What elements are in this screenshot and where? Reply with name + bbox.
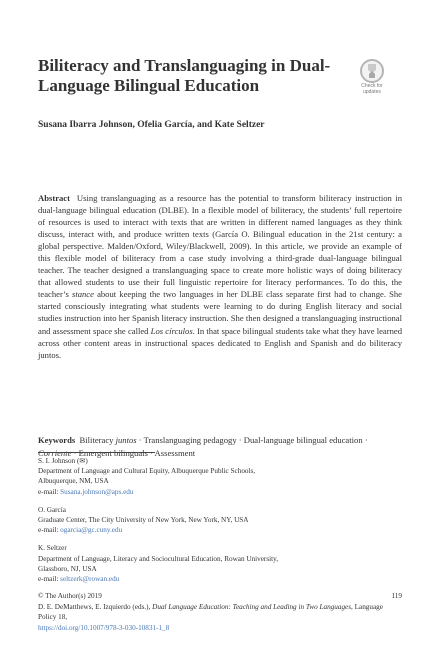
doi-row bbox=[38, 623, 402, 634]
email-link-seltzer[interactable]: seltzerk@rowan.edu bbox=[60, 575, 120, 584]
abstract bbox=[38, 192, 402, 361]
affiliation-line: Department of Language and Cultural Equity, Albuquerque Public Schools, bbox=[38, 467, 256, 476]
citation-editors: D. E. DeMatthews, E. Izquierdo (eds.), bbox=[38, 602, 153, 611]
affiliation-line: Albuquerque, NM, USA bbox=[38, 477, 109, 486]
chapter-title: Biliteracy and Translanguaging in Dual-Language Bilingual Education bbox=[38, 56, 331, 95]
doi-link[interactable]: https://doi.org/10.1007/978-3-030-10831-1_8 bbox=[38, 623, 170, 632]
email-label: e-mail: bbox=[38, 487, 61, 496]
abstract-label: Abstract bbox=[38, 193, 70, 203]
keywords-post: · Emergent bilinguals · Assessment bbox=[71, 447, 196, 458]
abstract-italic-stance: stance bbox=[71, 289, 94, 300]
affiliation-line: Glassboro, NJ, USA bbox=[38, 564, 97, 573]
affiliation-name: O. García bbox=[38, 505, 66, 514]
page-number: 119 bbox=[391, 592, 402, 600]
affiliation-email-row bbox=[38, 574, 402, 584]
author-list: Susana Ibarra Johnson, Ofelia García, and Kate Seltzer bbox=[38, 120, 265, 130]
check-for-updates-badge[interactable] bbox=[357, 59, 387, 95]
check-updates-label bbox=[353, 84, 391, 95]
affiliation-line: Department of Language, Literacy and Sociocultural Education, Rowan University, bbox=[38, 554, 279, 563]
affiliation-line: Graduate Center, The City University of New York, New York, NY, USA bbox=[38, 516, 249, 525]
affiliation-garcia bbox=[38, 505, 402, 536]
check-updates-icon bbox=[360, 59, 384, 83]
email-link-johnson[interactable]: Susana.johnson@aps.edu bbox=[60, 487, 134, 496]
email-link-garcia[interactable]: ogarcia@gc.cuny.edu bbox=[60, 526, 123, 535]
affiliation-email-row bbox=[38, 525, 402, 535]
book-title: Dual Language Education: Teaching and Leading in Two Languages bbox=[152, 602, 352, 611]
badge-line1: Check for bbox=[361, 83, 383, 89]
keywords-mid: · Translanguaging pedagogy · Dual-language bilingual education · bbox=[136, 435, 368, 445]
affiliation-johnson bbox=[38, 456, 402, 497]
abstract-italic-circulos: Los círculos bbox=[150, 325, 193, 336]
copyright: © The Author(s) 2019 bbox=[38, 592, 102, 600]
keywords-label: Keywords bbox=[38, 435, 76, 445]
abstract-text-2: about keeping the two languages in her DLBE class separate first had to change. She started consciously integrating what students were learning to do during English literacy and social studies instruction into her Spanish literacy instruction. She then designed a translanguaging instructional and assessment space she called bbox=[38, 289, 402, 336]
affiliation-name: K. Seltzer bbox=[38, 544, 67, 553]
abstract-text-3: . In that space bilingual students take what they have learned across other content areas in instructional spaces dedicated to English and Spanish and do biliteracy juntos. bbox=[38, 325, 403, 360]
footer-row bbox=[38, 591, 402, 602]
keyword-juntos: juntos bbox=[115, 435, 137, 445]
keyword-corriente: Corriente bbox=[38, 447, 72, 458]
footnote-divider bbox=[38, 452, 155, 453]
email-label: e-mail: bbox=[38, 575, 61, 584]
citation bbox=[38, 602, 402, 623]
keywords-pre: Biliteracy bbox=[79, 435, 116, 445]
affiliation-email-row bbox=[38, 487, 402, 497]
email-label: e-mail: bbox=[38, 526, 61, 535]
affiliations bbox=[38, 456, 402, 592]
affiliation-seltzer bbox=[38, 543, 402, 584]
badge-line2: updates bbox=[363, 88, 381, 95]
affiliation-name: S. I. Johnson (✉) bbox=[38, 457, 88, 465]
citation-series: , Language Policy 18, bbox=[38, 602, 383, 621]
abstract-text: Using translanguaging as a resource has the potential to transform biliteracy instruction in dual-language bilingual education (DLBE). In a flexible model of biliteracy, the students’ full repertoire of resources is used to interact with texts that are written in different named languages as they think discuss, interact with, and produce written texts (García O. Bilingual education in the 21st century: a global perspective. Malden/Oxford, Wiley/Blackwell, 2009). In this article, we provide an example of this flexible model of biliteracy from a case study involving a third-grade dual-language bilingual teacher. The teacher designed a translanguaging space to create more holistic ways of doing biliteracy that allowed students to use their full linguistic repertoire for literacy performances. To do this, the teacher’s bbox=[38, 193, 403, 300]
page-footer bbox=[38, 591, 402, 633]
